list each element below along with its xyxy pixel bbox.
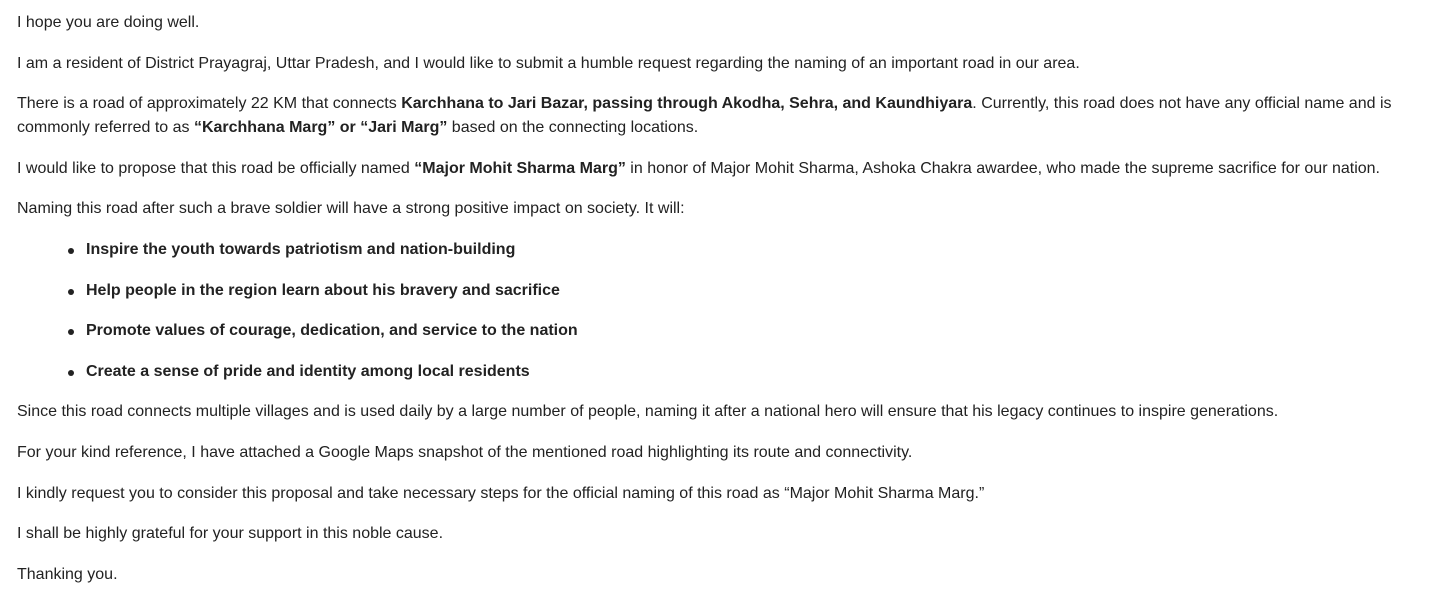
road-current-names-bold: “Karchhana Marg” or “Jari Marg” (193, 119, 448, 137)
proposal-paragraph (17, 157, 1422, 181)
bullet-icon (68, 329, 74, 335)
impact-list (17, 238, 1422, 384)
bullet-icon (68, 289, 74, 295)
proposal-text: in honor of Major Mohit Sharma, Ashoka Chakra awardee, who made the supreme sacrifice for our nation. (625, 159, 1380, 177)
road-route-bold: Karchhana to Jari Bazar, passing through Akodha, Sehra, and Kaundhiyara (401, 95, 973, 113)
proposal-text: I would like to propose that this road be officially named (17, 159, 415, 177)
proposed-name-bold: “Major Mohit Sharma Marg” (414, 159, 626, 177)
road-description-paragraph (17, 92, 1422, 140)
list-item (86, 360, 1422, 384)
request-paragraph: I kindly request you to consider this proposal and take necessary steps for the official naming of this road as “Major Mohit Sharma Marg.” (17, 484, 985, 502)
gratitude-paragraph: I shall be highly grateful for your support in this noble cause. (17, 525, 444, 543)
road-description-text: based on the connecting locations. (447, 119, 699, 137)
list-item-text: Inspire the youth towards patriotism and nation-building (86, 240, 516, 258)
intro-paragraph: I am a resident of District Prayagraj, Uttar Pradesh, and I would like to submit a humble request regarding the naming of an important road in our area. (17, 54, 1080, 72)
road-description-text: There is a road of approximately 22 KM that connects (17, 95, 402, 113)
legacy-paragraph: Since this road connects multiple villages and is used daily by a large number of people, naming it after a national hero will ensure that his legacy continues to inspire generations. (17, 403, 1279, 421)
list-item-text: Help people in the region learn about his bravery and sacrifice (86, 281, 560, 299)
impact-intro-paragraph: Naming this road after such a brave soldier will have a strong positive impact on society. It will: (17, 200, 685, 218)
list-item (86, 238, 1422, 262)
bullet-icon (68, 248, 74, 254)
road-description-text: . Currently, this road does not have any official name and is commonly referred to as (17, 95, 1392, 137)
list-item (86, 319, 1422, 343)
list-item-text: Create a sense of pride and identity among local residents (86, 362, 530, 380)
list-item (86, 279, 1422, 303)
reference-paragraph: For your kind reference, I have attached a Google Maps snapshot of the mentioned road highlighting its route and connectivity. (17, 443, 913, 461)
greeting-paragraph: I hope you are doing well. (17, 14, 200, 31)
list-item-text: Promote values of courage, dedication, and service to the nation (86, 322, 578, 340)
closing-paragraph: Thanking you. (17, 565, 118, 583)
bullet-icon (68, 370, 74, 376)
